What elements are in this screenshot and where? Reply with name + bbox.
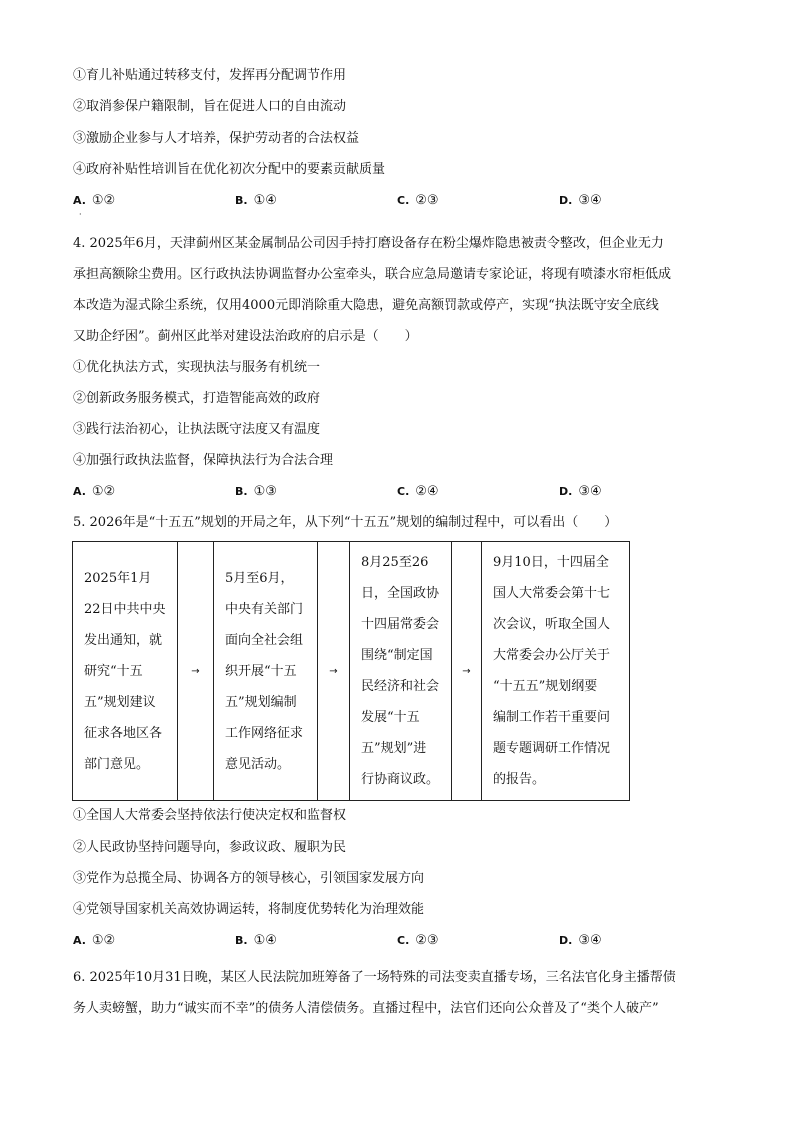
- q3-option-d: D. ③④: [559, 193, 602, 208]
- q4-option-d: D. ③④: [559, 484, 602, 499]
- q4-statement-4: ④加强行政执法监督，保障执法行为合法合理: [73, 453, 334, 468]
- q4-option-c: C. ②④: [397, 484, 439, 499]
- q6-stem: [73, 962, 733, 1024]
- q4-statement-2: ②创新政务服务模式，打造智能高效的政府: [73, 391, 321, 406]
- q3-option-b: B. ①④: [235, 193, 277, 208]
- q3-option-c: C. ②③: [397, 193, 439, 208]
- q4-stem-line: 又助企纾困”。蓟州区此举对建设法治政府的启示是（ ）: [73, 329, 418, 344]
- q6-stem-line: 6. 2025年10月31日晚，某区人民法院加班筹备了一场特殊的司法变卖直播专场，三名法官化身主播帮债: [73, 970, 676, 985]
- q5-option-c: C. ②③: [397, 933, 439, 948]
- q4-stem-line: 4. 2025年6月，天津蓟州区某金属制品公司因手持打磨设备存在粉尘爆炸隐患被责令整改，但企业无力: [73, 236, 664, 251]
- q5-option-d: D. ③④: [559, 933, 602, 948]
- q5-stem: 5. 2026年是“十五五”规划的开局之年，从下列“十五五”规划的编制过程中，可以看出（ ）: [73, 515, 618, 530]
- q5-statement-2: ②人民政协坚持问题导向，参政议政、履职为民: [73, 840, 347, 855]
- arrow-right-icon: →: [318, 542, 350, 801]
- stray-dot: ·: [79, 210, 82, 219]
- q4-statement-1: ①优化执法方式，实现执法与服务有机统一: [73, 360, 321, 375]
- q4-option-a: A. ①②: [73, 484, 116, 499]
- q3-statement-3: ③激励企业参与人才培养，保护劳动者的合法权益: [73, 131, 360, 146]
- q3-option-a: A. ①②: [73, 193, 116, 208]
- q4-stem: [73, 228, 733, 352]
- q5-option-a: A. ①②: [73, 933, 116, 948]
- q5-statement-3: ③党作为总揽全局、协调各方的领导核心，引领国家发展方向: [73, 871, 425, 886]
- flow-step-1: 2025年1月 22日中共中央 发出通知，就 研究“十五 五”规划建议 征求各地区各 部门意见。: [73, 542, 178, 801]
- q4-option-b: B. ①③: [235, 484, 277, 499]
- arrow-right-icon: →: [178, 542, 214, 801]
- flow-step-4: 9月10日，十四届全 国人大常委会第十七 次会议，听取全国人 大常委会办公厅关于 “十五五”规划纲要 编制工作若干重要问 题专题调研工作情况 的报告。: [482, 542, 630, 801]
- q4-statement-3: ③践行法治初心，让执法既守法度又有温度: [73, 422, 321, 437]
- q4-stem-line: 本改造为湿式除尘系统，仅用4000元即消除重大隐患，避免高额罚款或停产，实现“执法既守安全底线: [73, 298, 659, 313]
- q6-stem-line: 务人卖螃蟹，助力“诚实而不幸”的债务人清偿债务。直播过程中，法官们还向公众普及了“类个人破产”: [73, 1001, 659, 1016]
- q3-options: [73, 191, 733, 211]
- flow-step-3: 8月25至26 日，全国政协 十四届常委会 围绕“制定国 民经济和社会 发展“十五 五”规划”进 行协商议政。: [350, 542, 452, 801]
- flow-step-2: 5月至6月， 中央有关部门 面向全社会组 织开展“十五 五”规划编制 工作网络征求 意见活动。: [214, 542, 318, 801]
- q3-statement-2: ②取消参保户籍限制，旨在促进人口的自由流动: [73, 99, 347, 114]
- q5-option-b: B. ①④: [235, 933, 277, 948]
- q3-statement-4: ④政府补贴性培训旨在优化初次分配中的要素贡献质量: [73, 162, 386, 177]
- arrow-right-icon: →: [452, 542, 482, 801]
- q4-options: [73, 482, 733, 502]
- q5-statement-1: ①全国人大常委会坚持依法行使决定权和监督权: [73, 808, 347, 823]
- q5-statement-4: ④党领导国家机关高效协调运转，将制度优势转化为治理效能: [73, 902, 425, 917]
- q5-options: [73, 931, 733, 951]
- q4-stem-line: 承担高额除尘费用。区行政执法协调监督办公室牵头，联合应急局邀请专家论证，将现有喷漆水帘柜低成: [73, 267, 672, 282]
- q3-statement-1: ①育儿补贴通过转移支付，发挥再分配调节作用: [73, 68, 347, 83]
- q5-flow-table: [72, 541, 630, 801]
